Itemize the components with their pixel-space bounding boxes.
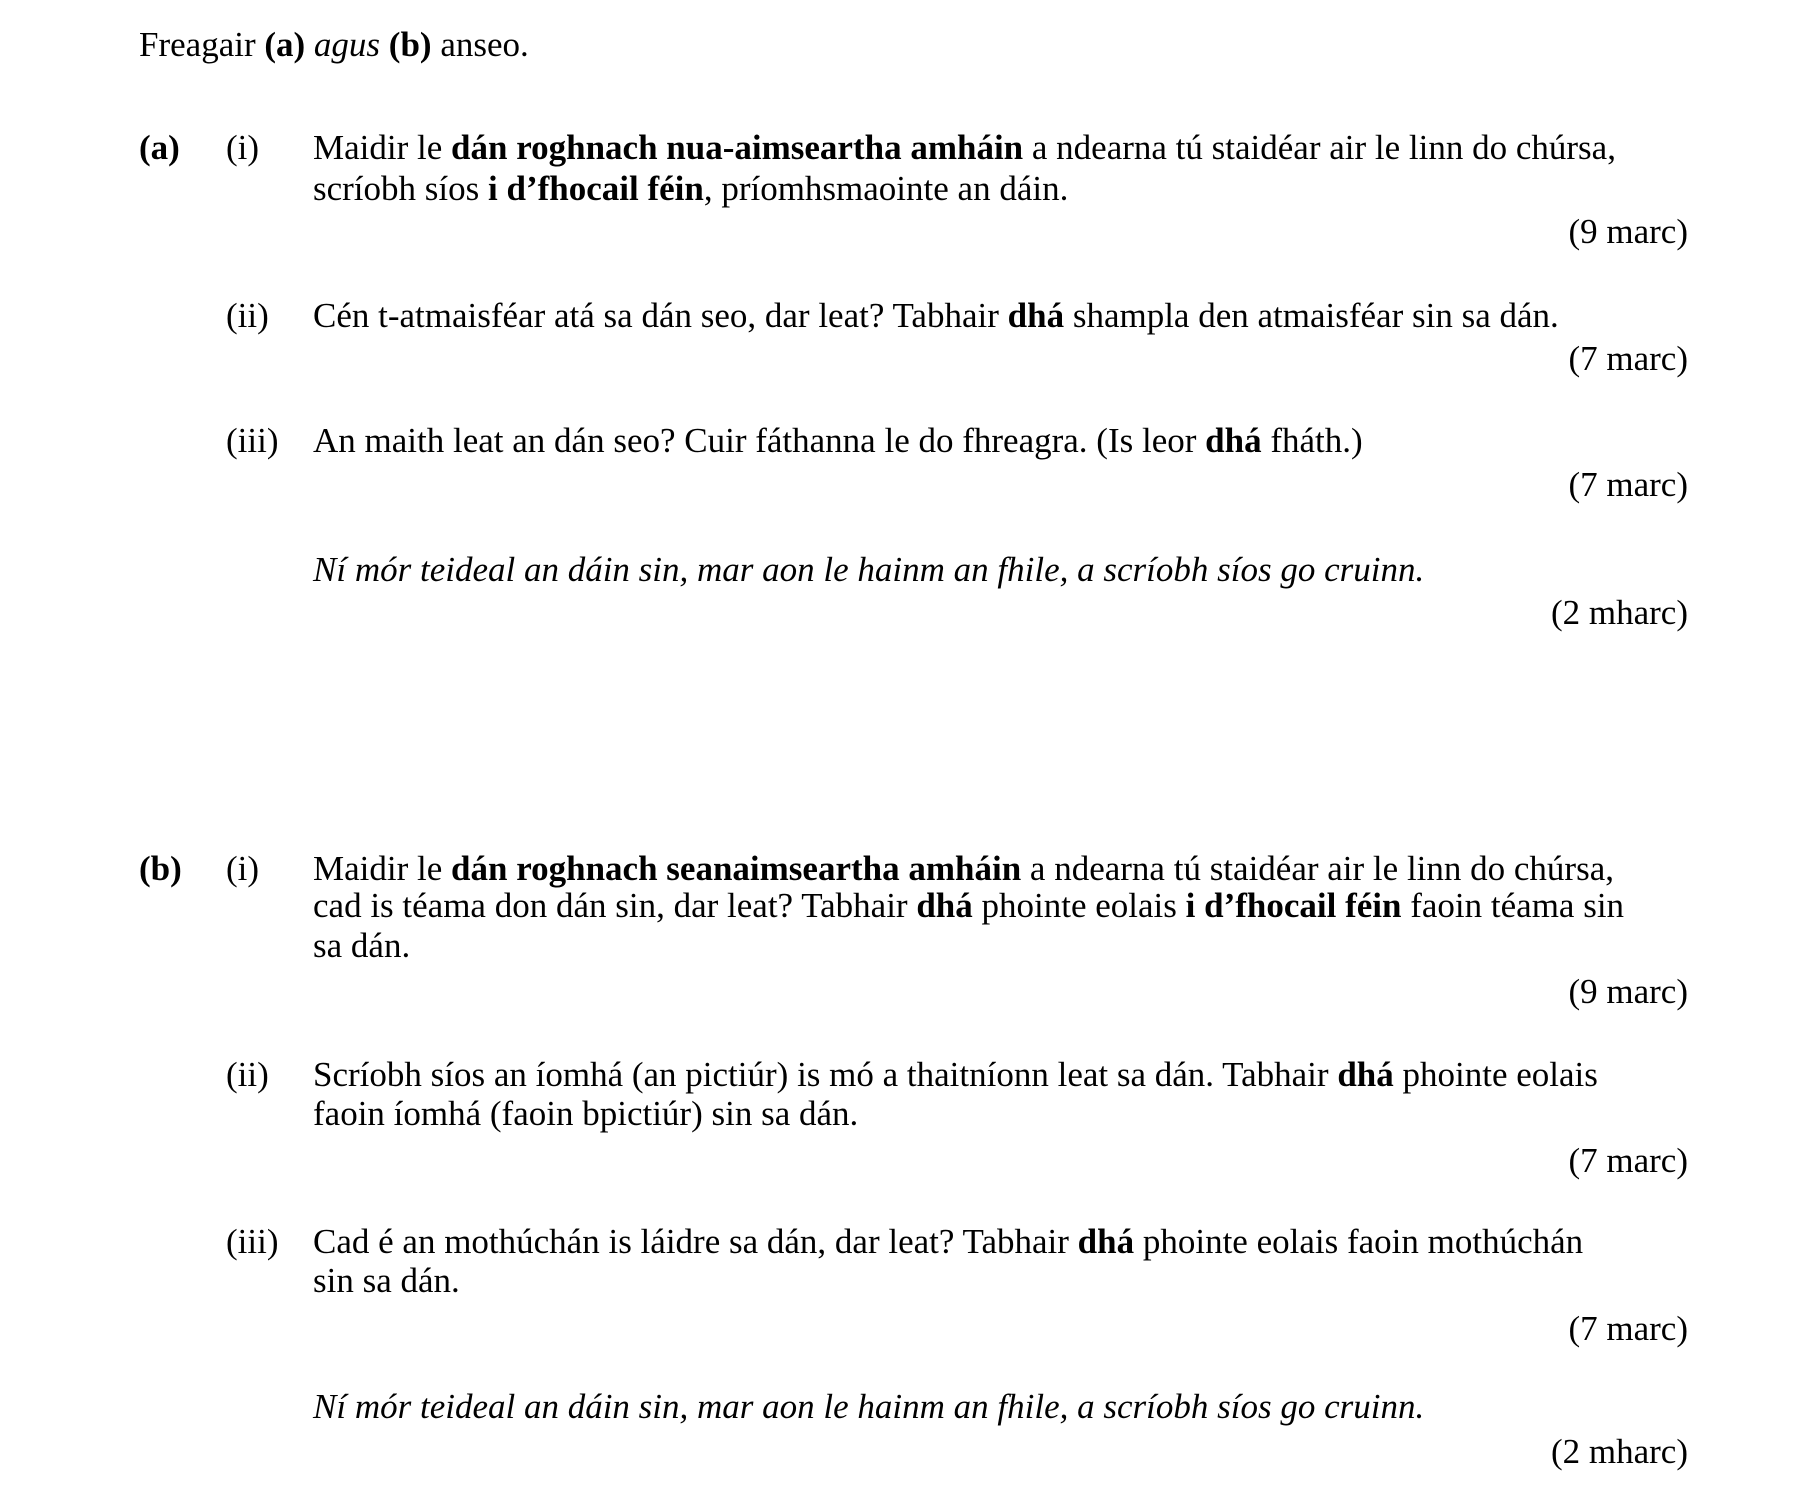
text: scríobh síos: [313, 169, 488, 208]
part-b-label: (b): [139, 849, 182, 888]
question-b-ii-marks: (7 marc): [1568, 1141, 1688, 1180]
question-b-ii-line-2: [313, 1094, 858, 1134]
text: phointe eolais faoin mothúchán: [1134, 1222, 1584, 1261]
question-b-i-number: (i): [226, 849, 260, 888]
question-a-i-line-2: [313, 169, 1068, 209]
question-b-i-line-1: [313, 849, 1614, 889]
instruction-line: [139, 25, 529, 65]
question-b-iii-line-2: [313, 1261, 460, 1301]
bold-text: i d’fhocail féin: [488, 169, 704, 208]
text: phointe eolais: [972, 886, 1186, 925]
question-a-ii-line-1: [313, 296, 1559, 336]
part-a-ref: (a): [264, 25, 306, 64]
question-b-ii-number: (ii): [226, 1055, 269, 1094]
space: [380, 25, 389, 64]
question-b-iii-line-1: [313, 1222, 1583, 1262]
bold-text: dhá: [1337, 1055, 1394, 1094]
instruction-text: Freagair: [139, 25, 265, 64]
bold-text: i d’fhocail féin: [1185, 886, 1402, 925]
part-a-title-note: Ní mór teideal an dáin sin, mar aon le hainm an fhile, a scríobh síos go cruinn.: [313, 550, 1425, 589]
agus-italic: agus: [313, 25, 381, 64]
text: Maidir le: [313, 128, 452, 167]
text: faoin téama sin: [1401, 886, 1625, 925]
text: Maidir le: [313, 849, 452, 888]
bold-text: dán roghnach seanaimseartha amháin: [451, 849, 1022, 888]
question-b-ii-line-1: [313, 1055, 1598, 1095]
question-b-iii-number: (iii): [226, 1222, 279, 1261]
question-b-i-line-3: [313, 926, 410, 966]
text: An maith leat an dán seo? Cuir fáthanna le do fhreagra. (Is leor: [313, 421, 1206, 460]
text: Cad é an mothúchán is láidre sa dán, dar leat? Tabhair: [313, 1222, 1078, 1261]
text: shampla den atmaisféar sin sa dán.: [1064, 296, 1559, 335]
text: sa dán.: [313, 926, 411, 965]
bold-text: dhá: [1205, 421, 1262, 460]
bold-text: dán roghnach nua-aimseartha amháin: [451, 128, 1024, 167]
part-b-note-marks: (2 mharc): [1550, 1432, 1688, 1471]
question-b-i-marks: (9 marc): [1568, 972, 1688, 1011]
text: fháth.): [1261, 421, 1363, 460]
part-b-title-note: Ní mór teideal an dáin sin, mar aon le hainm an fhile, a scríobh síos go cruinn.: [313, 1387, 1425, 1426]
part-a-label: (a): [139, 128, 180, 167]
question-a-i-number: (i): [226, 128, 260, 167]
question-a-i-marks: (9 marc): [1568, 212, 1688, 251]
question-a-ii-marks: (7 marc): [1568, 339, 1688, 378]
question-a-iii-line-1: [313, 421, 1363, 461]
bold-text: dhá: [916, 886, 973, 925]
question-a-iii-marks: (7 marc): [1568, 465, 1688, 504]
text: sin sa dán.: [313, 1261, 460, 1300]
text: a ndearna tú staidéar air le linn do chúrsa,: [1023, 128, 1616, 167]
text: , príomhsmaointe an dáin.: [703, 169, 1069, 208]
bold-text: dhá: [1007, 296, 1065, 335]
space: [305, 25, 314, 64]
text: Scríobh síos an íomhá (an pictiúr) is mó a thaitníonn leat sa dán. Tabhair: [313, 1055, 1338, 1094]
question-b-i-line-2: [313, 886, 1624, 926]
part-a-note-marks: (2 mharc): [1550, 593, 1688, 632]
question-a-ii-number: (ii): [226, 296, 269, 335]
instruction-text-end: anseo.: [431, 25, 529, 64]
question-a-i-line-1: [313, 128, 1616, 168]
text: phointe eolais: [1393, 1055, 1598, 1094]
text: cad is téama don dán sin, dar leat? Tabhair: [313, 886, 917, 925]
text: a ndearna tú staidéar air le linn do chúrsa,: [1021, 849, 1614, 888]
bold-text: dhá: [1077, 1222, 1135, 1261]
part-b-ref: (b): [388, 25, 432, 64]
question-b-iii-marks: (7 marc): [1568, 1309, 1688, 1348]
text: faoin íomhá (faoin bpictiúr) sin sa dán.: [313, 1094, 859, 1133]
question-a-iii-number: (iii): [226, 421, 279, 460]
text: Cén t-atmaisféar atá sa dán seo, dar leat? Tabhair: [313, 296, 1008, 335]
